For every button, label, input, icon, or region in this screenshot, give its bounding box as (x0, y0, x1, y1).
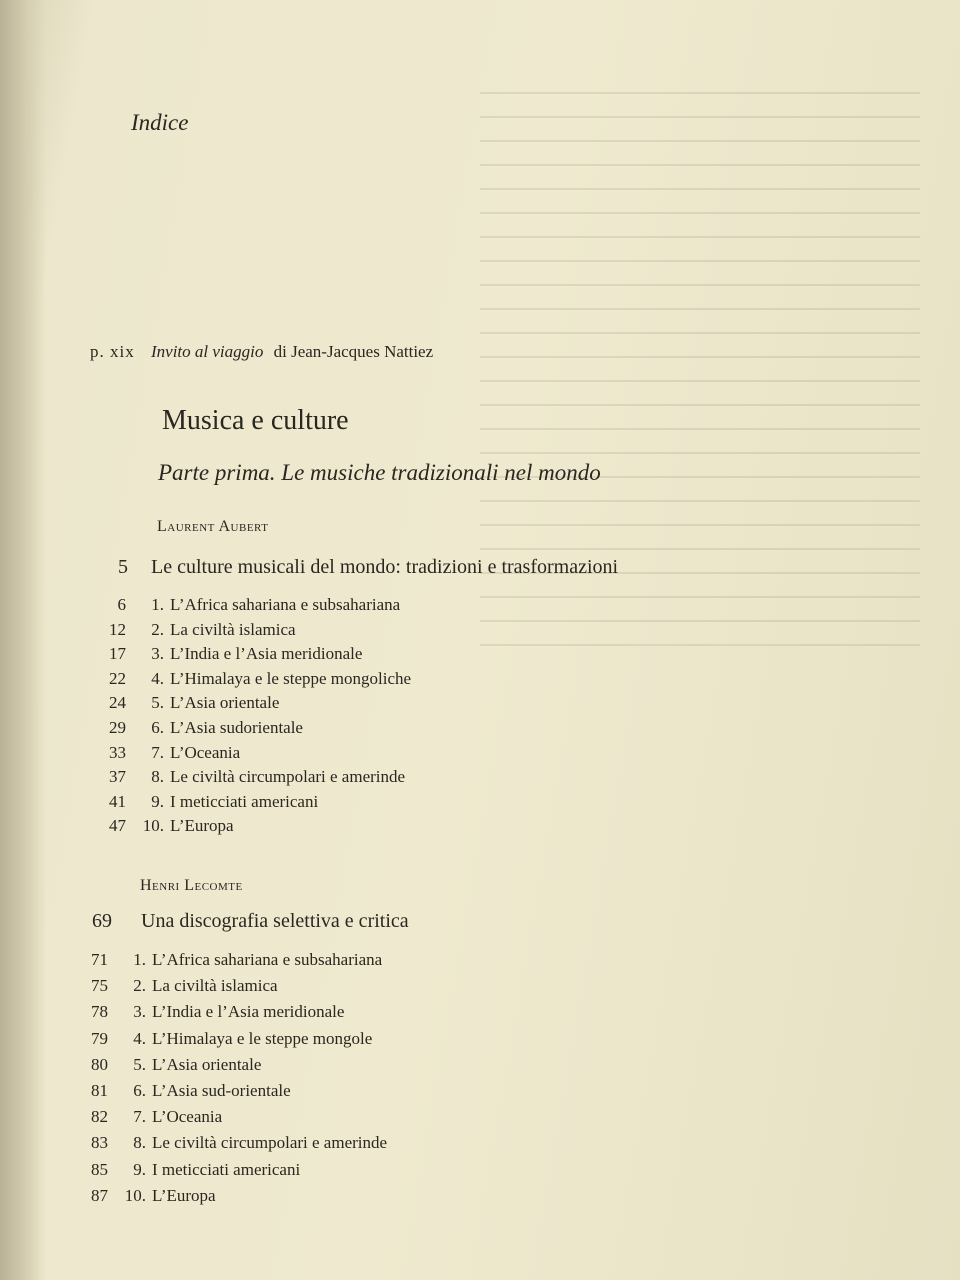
toc-entry-page: 85 (91, 1159, 108, 1179)
toc-entry-number: 6. (133, 1081, 146, 1100)
toc-entry-page: 75 (91, 976, 108, 996)
toc-entry-page: 12 (109, 619, 126, 639)
toc-entry-page: 83 (91, 1133, 108, 1153)
toc-entry-title: L’Asia orientale (152, 1054, 262, 1074)
section2-author: Henri Lecomte (140, 877, 243, 894)
toc-entry-title: Le civiltà circumpolari e amerinde (170, 767, 406, 787)
toc-entry-title: I meticciati americani (170, 791, 319, 811)
toc-entry-number: 4. (151, 668, 164, 688)
toc-entry-number: 2. (151, 619, 164, 639)
toc-entry-page: 79 (91, 1028, 108, 1048)
toc-entry-number: 8. (151, 767, 164, 787)
part-title: Parte prima. Le musiche tradizionali nel mondo (158, 460, 601, 485)
toc-entry (86, 976, 278, 996)
toc-entry-number: 8. (133, 1133, 146, 1153)
toc-entry (104, 767, 405, 787)
invito-title: Invito al viaggio (150, 342, 264, 361)
toc-entry (104, 718, 303, 738)
book-spine-shadow (0, 0, 46, 1280)
section1-title: Le culture musicali del mondo: tradizioni e trasformazioni (151, 556, 619, 578)
toc-entry-title: I meticciati americani (152, 1159, 301, 1179)
toc-entry (86, 1160, 300, 1180)
toc-entry (104, 669, 411, 689)
toc-entry-title: L’Himalaya e le steppe mongole (152, 1028, 373, 1048)
toc-entry (86, 1133, 387, 1153)
toc-entry-number: 3. (151, 644, 164, 664)
toc-entry-title: L’Asia sud-orientale (152, 1081, 291, 1100)
toc-entry-title: L’Europa (152, 1185, 216, 1205)
toc-entry (104, 792, 318, 812)
invito-entry (90, 342, 433, 362)
toc-entry-title: L’India e l’Asia meridionale (170, 644, 363, 664)
toc-entry-number: 5. (133, 1054, 146, 1074)
toc-entry-title: L’Oceania (152, 1107, 223, 1127)
toc-entry-page: 22 (109, 668, 126, 688)
section2-title: Una discografia selettiva e critica (141, 910, 409, 932)
toc-entry-title: La civiltà islamica (152, 976, 278, 996)
toc-entry (86, 950, 382, 970)
toc-entry-page: 47 (109, 816, 126, 836)
toc-entry-title: L’Africa sahariana e subsahariana (152, 950, 383, 969)
toc-entry-number: 2. (133, 976, 146, 996)
section2-heading (90, 910, 409, 933)
toc-entry-page: 78 (91, 1002, 108, 1022)
toc-entry (104, 816, 234, 836)
toc-entry-title: L’Oceania (170, 742, 241, 762)
toc-entry (86, 1107, 222, 1127)
toc-entry-title: Le civiltà circumpolari e amerinde (152, 1133, 388, 1153)
toc-entry-number: 5. (151, 693, 164, 713)
toc-entry (104, 693, 279, 713)
toc-entry-title: L’Africa sahariana e subsahariana (170, 595, 401, 614)
toc-entry-page: 6 (117, 595, 126, 614)
toc-entry-number: 9. (133, 1159, 146, 1179)
section2-page: 69 (92, 910, 112, 932)
section1-heading (110, 556, 618, 579)
toc-entry (86, 1081, 291, 1101)
toc-entry (86, 1029, 372, 1049)
toc-entry (104, 620, 296, 640)
toc-entry-title: La civiltà islamica (170, 619, 296, 639)
invito-page: p. xix (90, 342, 135, 361)
toc-entry-page: 33 (109, 742, 126, 762)
toc-entry-page: 81 (91, 1081, 108, 1100)
toc-entry-page: 29 (109, 718, 126, 737)
toc-entry-page: 17 (109, 644, 126, 664)
toc-entry (104, 743, 240, 763)
toc-entry (104, 644, 362, 664)
toc-entry (86, 1186, 216, 1206)
toc-entry-title: L’Himalaya e le steppe mongoliche (170, 668, 412, 688)
toc-entry-page: 80 (91, 1054, 108, 1074)
toc-entry-title: L’Europa (170, 816, 234, 836)
toc-entry (86, 1002, 344, 1022)
toc-entry-title: L’Asia sudorientale (170, 718, 303, 737)
toc-entry-number: 9. (151, 791, 164, 811)
toc-entry-page: 24 (109, 693, 126, 713)
toc-entry-page: 71 (91, 950, 108, 969)
toc-entry-number: 10. (124, 1185, 146, 1205)
index-heading: Indice (131, 110, 189, 135)
show-through-text (480, 70, 920, 1250)
toc-entry-number: 6. (151, 718, 164, 737)
toc-entry-title: L’India e l’Asia meridionale (152, 1002, 345, 1022)
section1-page: 5 (118, 556, 128, 578)
book-title: Musica e culture (162, 405, 349, 436)
toc-entry-number: 1. (151, 595, 164, 614)
toc-entry-number: 7. (151, 742, 164, 762)
toc-entry-number: 7. (133, 1107, 146, 1127)
toc-entry-page: 37 (109, 767, 126, 787)
toc-entry-number: 3. (133, 1002, 146, 1022)
toc-entry-page: 82 (91, 1107, 108, 1127)
toc-entry-page: 41 (109, 791, 126, 811)
toc-entry-page: 87 (91, 1185, 108, 1205)
toc-entry-number: 10. (142, 816, 164, 836)
toc-entry (86, 1055, 261, 1075)
toc-entry-number: 4. (133, 1028, 146, 1048)
toc-entry (104, 595, 400, 615)
invito-author: di Jean-Jacques Nattiez (273, 342, 434, 361)
toc-entry-number: 1. (133, 950, 146, 969)
toc-entry-title: L’Asia orientale (170, 693, 280, 713)
section1-author: Laurent Aubert (157, 518, 269, 535)
